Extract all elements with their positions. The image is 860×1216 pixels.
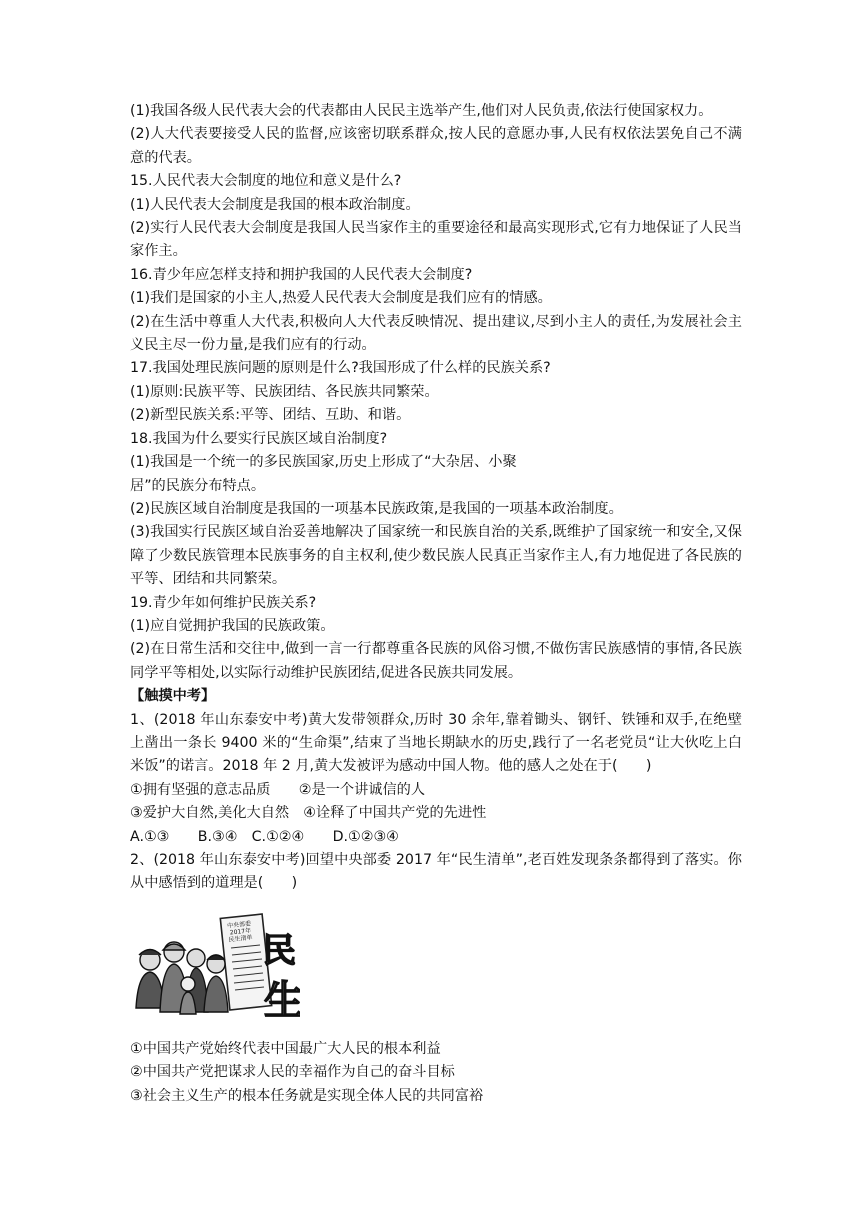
question-17: 17.我国处理民族问题的原则是什么?我国形成了什么样的民族关系?: [130, 360, 551, 377]
big-char-sheng: 生: [264, 977, 300, 1024]
exercise-1-stem: 1、(2018 年山东泰安中考)黄大发带领群众,历时 30 余年,靠着锄头、钢钎、铁锤和双手,在绝壁上凿出一条长 9400 米的“生命渠”,结束了当地长期缺水的历史,践行了一名老党员“让大伙吃上白米饭”的诺言。2018 年 2 月,黄大发被评为感动中国人物。他的感人之处在于( ): [130, 711, 742, 775]
big-char-min: 民: [262, 930, 296, 971]
answer-line: (2)民族区域自治制度是我国的一项基本民族政策,是我国的一项基本政治制度。: [130, 500, 623, 517]
exercise-1-options: ③爱护大自然,美化大自然 ④诠释了中国共产党的先进性: [130, 805, 487, 822]
question-16: 16.青少年应怎样支持和拥护我国的人民代表大会制度?: [130, 266, 473, 283]
exercise-2-stem: 2、(2018 年山东泰安中考)回望中央部委 2017 年“民生清单”,老百姓发现条条都得到了落实。你从中感悟到的道理是( ): [130, 852, 742, 892]
exercise-2-item: ②中国共产党把谋求人民的幸福作为自己的奋斗目标: [130, 1064, 455, 1081]
answer-line: (1)人民代表大会制度是我国的根本政治制度。: [130, 196, 420, 213]
answer-line: (1)我们是国家的小主人,热爱人民代表大会制度是我们应有的情感。: [130, 290, 552, 307]
section-title: 【触摸中考】: [130, 688, 216, 705]
answer-line: (2)人大代表要接受人民的监督,应该密切联系群众,按人民的意愿办事,人民有权依法罢免自己不满意的代表。: [130, 126, 742, 166]
people-group: [136, 942, 228, 1014]
answer-line: (1)应自觉拥护我国的民族政策。: [130, 617, 335, 634]
exercise-1-choices: A.①③ B.③④ C.①②④ D.①②③④: [130, 828, 399, 845]
doc-text-line: 中央部委: [226, 920, 252, 930]
exercise-2-item: ①中国共产党始终代表中国最广大人民的根本利益: [130, 1040, 441, 1057]
question-19: 19.青少年如何维护民族关系?: [130, 594, 317, 611]
answer-line: 居”的民族分布特点。: [130, 477, 266, 494]
answer-line: (2)在日常生活和交往中,做到一言一行都尊重各民族的风俗习惯,不做伤害民族感情的事情,各民族同学平等相处,以实际行动维护民族团结,促进各民族共同发展。: [130, 641, 742, 681]
document-body: [130, 100, 742, 1108]
answer-line: (1)原则:民族平等、民族团结、各民族共同繁荣。: [130, 383, 439, 400]
answer-line: (1)我国是一个统一的多民族国家,历史上形成了“大杂居、小聚: [130, 454, 517, 471]
minsheng-illustration: [130, 908, 300, 1030]
answer-line: (2)在生活中尊重人大代表,积极向人大代表反映情况、提出建议,尽到小主人的责任,为发展社会主义民主尽一份力量,是我们应有的行动。: [130, 313, 742, 354]
answer-line: (2)实行人民代表大会制度是我国人民当家作主的重要途径和最高实现形式,它有力地保证了人民当家作主。: [130, 220, 742, 260]
question-15: 15.人民代表大会制度的地位和意义是什么?: [130, 173, 402, 190]
doc-text-line: 民生清单: [228, 934, 253, 944]
exercise-1-options: ①拥有坚强的意志品质 ②是一个讲诚信的人: [130, 781, 426, 798]
answer-line: (3)我国实行民族区域自治妥善地解决了国家统一和民族自治的关系,既维护了国家统一和安全,又保障了少数民族管理本民族事务的自主权利,使少数民族人民真正当家作主人,有力地促进了各民族的平等、团结和共同繁荣。: [130, 524, 742, 588]
question-18: 18.我国为什么要实行民族区域自治制度?: [130, 430, 388, 447]
doc-text-line: 2017年: [229, 927, 252, 937]
answer-line: (2)新型民族关系:平等、团结、互助、和谐。: [130, 407, 411, 424]
answer-line: (1)我国各级人民代表大会的代表都由人民民主选举产生,他们对人民负责,依法行使国家权力。: [130, 103, 713, 119]
exercise-2-item: ③社会主义生产的根本任务就是实现全体人民的共同富裕: [130, 1087, 484, 1104]
